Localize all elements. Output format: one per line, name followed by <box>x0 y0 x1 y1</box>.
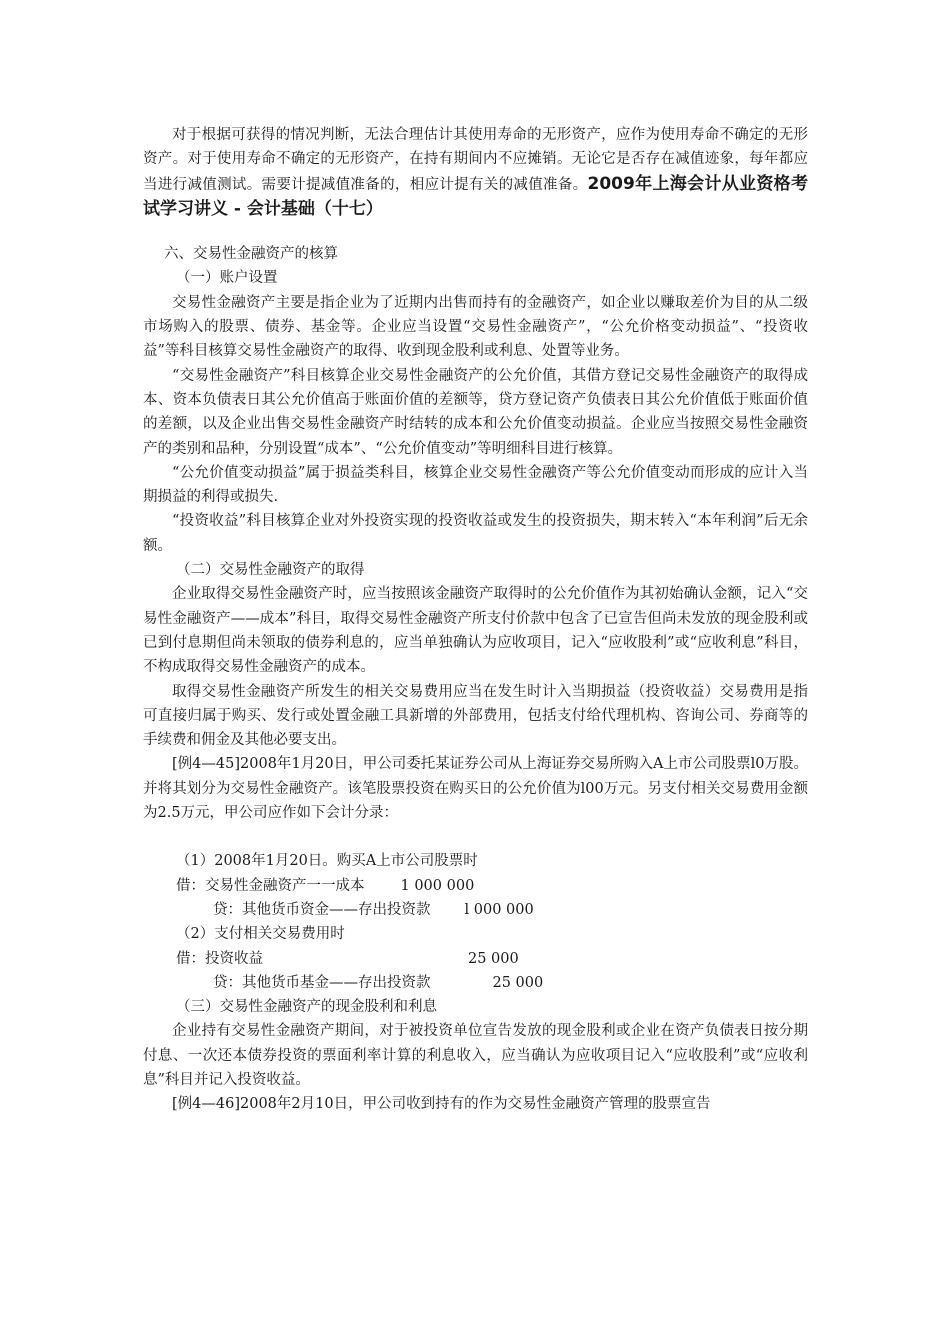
subsection-heading-3: （三）交易性金融资产的现金股利和利息 <box>176 999 437 1016</box>
entry-1-debit-account: 借：交易性金融资产一一成本 <box>176 877 365 894</box>
entry-2-debit-account: 借：投资收益 <box>176 950 263 967</box>
entry-1-debit <box>143 874 808 898</box>
paragraph-4: “投资收益”科目核算企业对外投资实现的投资收益或发生的投资损失，期末转入“本年利润”后无余额。 <box>143 513 808 554</box>
document-page <box>143 123 808 1117</box>
entry-2-credit-amount: 25 000 <box>492 974 544 991</box>
example-4-46: [例4—46]2008年2月10日，甲公司收到持有的作为交易性金融资产管理的股票宣告 <box>172 1096 711 1113</box>
paragraph-2: “交易性金融资产”科目核算企业交易性金融资产的公允价值，其借方登记交易性金融资产的取得成本、资本负债表日其公允价值高于账面价值的差额等，贷方登记资产负债表日其公允价值低于账面价值的差额，以及企业出售交易性金融资产时结转的成本和公允价值变动损益。企业应当按照交易性金融资产的类别和品种，分别设置“成本”、“公允价值变动”等明细科目进行核算。 <box>143 367 808 457</box>
document-title: 2009年上海会计从业资格考试学习讲义 - 会计基础（十七） <box>143 173 808 219</box>
entry-1-label: （1）2008年1月20日。购买A上市公司股票时 <box>176 853 478 870</box>
spacer <box>143 222 808 242</box>
subsection-heading-1: （一）账户设置 <box>176 270 278 287</box>
subsection-heading-2: （二）交易性金融资产的取得 <box>176 562 365 579</box>
example-4-45: [例4—45]2008年1月20日，甲公司委托某证券公司从上海证券交易所购入A上市公司股票l0万股。并将其划分为交易性金融资产。该笔股票投资在购买日的公允价值为l00万元。另支付相关交易费用金额为2.5万元，甲公司应作如下会计分录： <box>143 756 808 822</box>
entry-1-debit-amount: 1 000 000 <box>400 877 475 894</box>
paragraph-3: “公允价值变动损益”属于损益类科目，核算企业交易性金融资产等公允价值变动而形成的应计入当期损益的利得或损失. <box>143 464 808 506</box>
paragraph-5: 企业取得交易性金融资产时，应当按照该金融资产取得时的公允价值作为其初始确认金额，记入“交易性金融资产——成本”科目，取得交易性金融资产所支付价款中包含了已宣告但尚未发放的现金股利或已到付息期但尚未领取的债券利息的，应当单独确认为应收项目，记入“应收股利”或“应收利息”科目，不构成取得交易性金融资产的成本。 <box>143 586 808 676</box>
entry-2-credit-account: 贷：其他货币基金——存出投资款 <box>213 974 431 991</box>
paragraph-8: 企业持有交易性金融资产期间，对于被投资单位宣告发放的现金股利或企业在资产负债表日按分期付息、一次还本债券投资的票面利率计算的利息收入，应当确认为应收项目记入“应收股利”或“应收利息”科目并记入投资收益。 <box>143 1023 808 1088</box>
section-heading: 六、交易性金融资产的核算 <box>164 246 338 263</box>
paragraph-1: 交易性金融资产主要是指企业为了近期内出售而持有的金融资产，如企业以赚取差价为目的从二级市场购入的股票、债券、基金等。企业应当设置“交易性金融资产”，“公允价格变动损益”、“投资收益”等科目核算交易性金融资产的取得、收到现金股利或利息、处置等业务。 <box>143 294 808 360</box>
paragraph-6: 取得交易性金融资产所发生的相关交易费用应当在发生时计入当期损益（投资收益）交易费用是指可直接归属于购买、发行或处置金融工具新增的外部费用，包括支付给代理机构、咨询公司、券商等的手续费和佣金及其他必要支出。 <box>143 683 808 749</box>
entry-1-credit-account: 贷：其他货币资金——存出投资款 <box>213 901 431 918</box>
entry-2-debit <box>143 947 808 971</box>
intro-paragraph: 对于根据可获得的情况判断，无法合理估计其使用寿命的无形资产，应作为使用寿命不确定的无形资产。对于使用寿命不确定的无形资产，在持有期间内不应摊销。无论它是否存在减值迹象，每年都应当进行减值测试。需要计提减值准备的，相应计提有关的减值准备。2009年上海会计从业资格考试学习讲义 - 会计基础（十七） <box>143 127 808 219</box>
entry-2-credit <box>143 971 808 995</box>
spacer <box>143 825 808 849</box>
entry-2-debit-amount: 25 000 <box>468 950 519 967</box>
entry-1-credit <box>143 898 808 922</box>
entry-2-label: （2）支付相关交易费用时 <box>176 926 345 943</box>
entry-1-credit-amount: l 000 000 <box>464 901 534 918</box>
